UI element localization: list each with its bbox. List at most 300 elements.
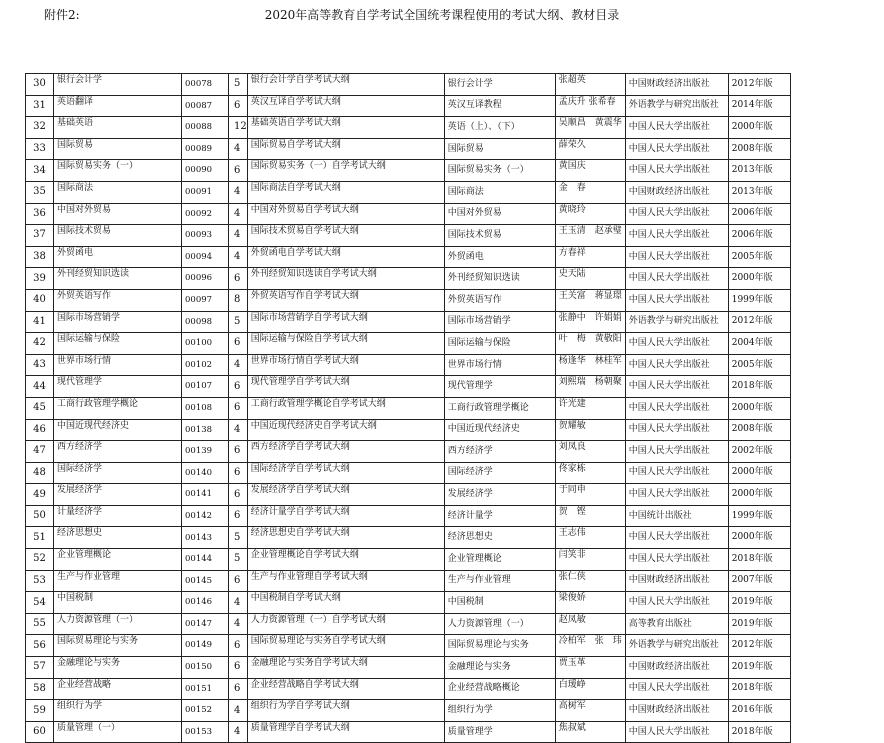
author-cell: 贺 铿 <box>555 505 625 527</box>
edition-cell: 2012年版 <box>728 74 790 96</box>
course-code-cell: 00097 <box>182 289 229 311</box>
textbook-title-cell: 发展经济学 <box>444 484 555 506</box>
publisher-cell: 中国财政经济出版社 <box>625 570 728 592</box>
author-cell: 张静中 许娟娟 <box>555 311 625 333</box>
row-number-cell: 46 <box>26 419 54 441</box>
author-cell: 方春祥 <box>555 246 625 268</box>
syllabus-name-cell: 国际贸易自学考试大纲 <box>247 138 444 160</box>
course-name-cell: 国际经济学 <box>54 462 182 484</box>
syllabus-name-cell: 西方经济学自学考试大纲 <box>247 441 444 463</box>
course-code-cell: 00102 <box>182 354 229 376</box>
table-row <box>26 505 791 527</box>
table-row <box>26 592 791 614</box>
course-name-cell: 国际贸易理论与实务 <box>54 635 182 657</box>
course-name-cell: 经济思想史 <box>54 527 182 549</box>
edition-cell: 2006年版 <box>728 203 790 225</box>
course-name-cell: 中国对外贸易 <box>54 203 182 225</box>
syllabus-name-cell: 质量管理学自学考试大纲 <box>247 721 444 743</box>
syllabus-name-cell: 人力资源管理（一）自学考试大纲 <box>247 613 444 635</box>
course-code-cell: 00149 <box>182 635 229 657</box>
publisher-cell: 高等教育出版社 <box>625 613 728 635</box>
publisher-cell: 中国人民大学出版社 <box>625 268 728 290</box>
edition-cell: 2008年版 <box>728 138 790 160</box>
row-number-cell: 51 <box>26 527 54 549</box>
syllabus-name-cell: 国际经济学自学考试大纲 <box>247 462 444 484</box>
publisher-cell: 中国人民大学出版社 <box>625 246 728 268</box>
edition-cell: 2007年版 <box>728 570 790 592</box>
course-name-cell: 银行会计学 <box>54 74 182 96</box>
course-code-cell: 00091 <box>182 181 229 203</box>
table-row <box>26 225 791 247</box>
course-code-cell: 00107 <box>182 376 229 398</box>
credits-cell: 5 <box>229 549 248 571</box>
course-name-cell: 国际贸易实务（一） <box>54 160 182 182</box>
table-row <box>26 657 791 679</box>
syllabus-name-cell: 英汉互译自学考试大纲 <box>247 95 444 117</box>
edition-cell: 2012年版 <box>728 311 790 333</box>
publisher-cell: 中国财政经济出版社 <box>625 74 728 96</box>
row-number-cell: 53 <box>26 570 54 592</box>
textbook-title-cell: 生产与作业管理 <box>444 570 555 592</box>
credits-cell: 4 <box>229 225 248 247</box>
course-name-cell: 生产与作业管理 <box>54 570 182 592</box>
course-name-cell: 英语翻译 <box>54 95 182 117</box>
publisher-cell: 中国人民大学出版社 <box>625 419 728 441</box>
course-code-cell: 00089 <box>182 138 229 160</box>
course-name-cell: 西方经济学 <box>54 441 182 463</box>
course-name-cell: 国际市场营销学 <box>54 311 182 333</box>
course-name-cell: 组织行为学 <box>54 700 182 722</box>
course-name-cell: 中国税制 <box>54 592 182 614</box>
publisher-cell: 中国人民大学出版社 <box>625 354 728 376</box>
author-cell: 金 春 <box>555 181 625 203</box>
edition-cell: 2019年版 <box>728 592 790 614</box>
course-code-cell: 00147 <box>182 613 229 635</box>
table-row <box>26 138 791 160</box>
course-name-cell: 企业管理概论 <box>54 549 182 571</box>
course-code-cell: 00100 <box>182 333 229 355</box>
table-row <box>26 181 791 203</box>
textbook-title-cell: 中国对外贸易 <box>444 203 555 225</box>
credits-cell: 4 <box>229 181 248 203</box>
syllabus-name-cell: 世界市场行情自学考试大纲 <box>247 354 444 376</box>
edition-cell: 1999年版 <box>728 505 790 527</box>
course-name-cell: 质量管理（一） <box>54 721 182 743</box>
syllabus-name-cell: 国际贸易实务（一）自学考试大纲 <box>247 160 444 182</box>
publisher-cell: 外语教学与研究出版社 <box>625 95 728 117</box>
credits-cell: 6 <box>229 657 248 679</box>
textbook-title-cell: 银行会计学 <box>444 74 555 96</box>
course-code-cell: 00078 <box>182 74 229 96</box>
row-number-cell: 43 <box>26 354 54 376</box>
textbook-title-cell: 现代管理学 <box>444 376 555 398</box>
course-code-cell: 00087 <box>182 95 229 117</box>
edition-cell: 2019年版 <box>728 613 790 635</box>
syllabus-name-cell: 企业经营战略自学考试大纲 <box>247 678 444 700</box>
credits-cell: 6 <box>229 376 248 398</box>
row-number-cell: 37 <box>26 225 54 247</box>
table-row <box>26 246 791 268</box>
syllabus-name-cell: 中国近现代经济史自学考试大纲 <box>247 419 444 441</box>
edition-cell: 2013年版 <box>728 181 790 203</box>
table-row <box>26 268 791 290</box>
table-row <box>26 117 791 139</box>
course-name-cell: 工商行政管理学概论 <box>54 397 182 419</box>
author-cell: 贾玉革 <box>555 657 625 679</box>
author-cell: 高树军 <box>555 700 625 722</box>
table-row <box>26 397 791 419</box>
exam-syllabus-table <box>25 73 791 743</box>
author-cell: 王玉清 赵承璧 <box>555 225 625 247</box>
table-row <box>26 462 791 484</box>
publisher-cell: 中国人民大学出版社 <box>625 138 728 160</box>
syllabus-name-cell: 金融理论与实务自学考试大纲 <box>247 657 444 679</box>
syllabus-name-cell: 外刊经贸知识选读自学考试大纲 <box>247 268 444 290</box>
credits-cell: 6 <box>229 160 248 182</box>
author-cell: 薛荣久 <box>555 138 625 160</box>
author-cell: 张超英 <box>555 74 625 96</box>
course-code-cell: 00139 <box>182 441 229 463</box>
syllabus-name-cell: 银行会计学自学考试大纲 <box>247 74 444 96</box>
course-code-cell: 00152 <box>182 700 229 722</box>
edition-cell: 2006年版 <box>728 225 790 247</box>
course-name-cell: 国际商法 <box>54 181 182 203</box>
edition-cell: 2002年版 <box>728 441 790 463</box>
table-row <box>26 678 791 700</box>
publisher-cell: 中国财政经济出版社 <box>625 181 728 203</box>
publisher-cell: 中国人民大学出版社 <box>625 484 728 506</box>
textbook-title-cell: 企业管理概论 <box>444 549 555 571</box>
textbook-title-cell: 国际贸易理论与实务 <box>444 635 555 657</box>
syllabus-name-cell: 中国对外贸易自学考试大纲 <box>247 203 444 225</box>
author-cell: 王关富 蒋显璟 <box>555 289 625 311</box>
table-row <box>26 549 791 571</box>
edition-cell: 2000年版 <box>728 484 790 506</box>
table-body <box>26 74 791 743</box>
syllabus-name-cell: 发展经济学自学考试大纲 <box>247 484 444 506</box>
textbook-title-cell: 金融理论与实务 <box>444 657 555 679</box>
table-row <box>26 613 791 635</box>
course-name-cell: 外贸函电 <box>54 246 182 268</box>
attachment-label: 附件2: <box>44 8 80 22</box>
table-row <box>26 527 791 549</box>
row-number-cell: 34 <box>26 160 54 182</box>
course-name-cell: 计量经济学 <box>54 505 182 527</box>
course-code-cell: 00151 <box>182 678 229 700</box>
author-cell: 黄晓玲 <box>555 203 625 225</box>
course-name-cell: 人力资源管理（一） <box>54 613 182 635</box>
credits-cell: 6 <box>229 397 248 419</box>
table-row <box>26 635 791 657</box>
syllabus-name-cell: 外贸函电自学考试大纲 <box>247 246 444 268</box>
course-code-cell: 00092 <box>182 203 229 225</box>
publisher-cell: 中国人民大学出版社 <box>625 592 728 614</box>
edition-cell: 1999年版 <box>728 289 790 311</box>
credits-cell: 5 <box>229 311 248 333</box>
course-code-cell: 00143 <box>182 527 229 549</box>
publisher-cell: 中国人民大学出版社 <box>625 527 728 549</box>
author-cell: 张仁侠 <box>555 570 625 592</box>
document-title: 2020年高等教育自学考试全国统考课程使用的考试大纲、教材目录 <box>264 8 620 22</box>
textbook-title-cell: 国际经济学 <box>444 462 555 484</box>
row-number-cell: 40 <box>26 289 54 311</box>
course-name-cell: 外刊经贸知识选读 <box>54 268 182 290</box>
publisher-cell: 中国人民大学出版社 <box>625 462 728 484</box>
course-code-cell: 00145 <box>182 570 229 592</box>
credits-cell: 6 <box>229 484 248 506</box>
textbook-title-cell: 国际市场营销学 <box>444 311 555 333</box>
textbook-title-cell: 外贸函电 <box>444 246 555 268</box>
row-number-cell: 52 <box>26 549 54 571</box>
credits-cell: 5 <box>229 527 248 549</box>
syllabus-name-cell: 国际技术贸易自学考试大纲 <box>247 225 444 247</box>
credits-cell: 12 <box>229 117 248 139</box>
row-number-cell: 39 <box>26 268 54 290</box>
row-number-cell: 38 <box>26 246 54 268</box>
textbook-title-cell: 世界市场行情 <box>444 354 555 376</box>
table-row <box>26 721 791 743</box>
course-code-cell: 00150 <box>182 657 229 679</box>
author-cell: 许光建 <box>555 397 625 419</box>
course-code-cell: 00094 <box>182 246 229 268</box>
course-code-cell: 00141 <box>182 484 229 506</box>
row-number-cell: 50 <box>26 505 54 527</box>
textbook-title-cell: 经济计量学 <box>444 505 555 527</box>
row-number-cell: 42 <box>26 333 54 355</box>
row-number-cell: 57 <box>26 657 54 679</box>
syllabus-name-cell: 国际贸易理论与实务自学考试大纲 <box>247 635 444 657</box>
publisher-cell: 中国人民大学出版社 <box>625 160 728 182</box>
syllabus-name-cell: 中国税制自学考试大纲 <box>247 592 444 614</box>
author-cell: 王志伟 <box>555 527 625 549</box>
edition-cell: 2008年版 <box>728 419 790 441</box>
table-row <box>26 376 791 398</box>
row-number-cell: 59 <box>26 700 54 722</box>
author-cell: 于同申 <box>555 484 625 506</box>
textbook-title-cell: 外刊经贸知识选读 <box>444 268 555 290</box>
table-row <box>26 160 791 182</box>
author-cell: 赵凤敏 <box>555 613 625 635</box>
credits-cell: 4 <box>229 419 248 441</box>
credits-cell: 4 <box>229 246 248 268</box>
row-number-cell: 49 <box>26 484 54 506</box>
course-code-cell: 00142 <box>182 505 229 527</box>
course-code-cell: 00146 <box>182 592 229 614</box>
table-row <box>26 74 791 96</box>
course-code-cell: 00140 <box>182 462 229 484</box>
credits-cell: 4 <box>229 613 248 635</box>
author-cell: 吴顺昌 黄震华 <box>555 117 625 139</box>
syllabus-name-cell: 国际运输与保险自学考试大纲 <box>247 333 444 355</box>
row-number-cell: 31 <box>26 95 54 117</box>
edition-cell: 2018年版 <box>728 678 790 700</box>
textbook-title-cell: 国际商法 <box>444 181 555 203</box>
row-number-cell: 58 <box>26 678 54 700</box>
course-name-cell: 国际贸易 <box>54 138 182 160</box>
publisher-cell: 中国财政经济出版社 <box>625 657 728 679</box>
syllabus-name-cell: 经济计量学自学考试大纲 <box>247 505 444 527</box>
edition-cell: 2018年版 <box>728 549 790 571</box>
course-code-cell: 00090 <box>182 160 229 182</box>
textbook-title-cell: 国际贸易 <box>444 138 555 160</box>
table-row <box>26 484 791 506</box>
row-number-cell: 41 <box>26 311 54 333</box>
table-row <box>26 354 791 376</box>
textbook-title-cell: 国际技术贸易 <box>444 225 555 247</box>
credits-cell: 6 <box>229 462 248 484</box>
course-name-cell: 金融理论与实务 <box>54 657 182 679</box>
author-cell: 梁俊娇 <box>555 592 625 614</box>
credits-cell: 6 <box>229 441 248 463</box>
author-cell: 刘熙瑞 杨朝聚 <box>555 376 625 398</box>
author-cell: 黄国庆 <box>555 160 625 182</box>
course-name-cell: 现代管理学 <box>54 376 182 398</box>
author-cell: 史天陆 <box>555 268 625 290</box>
row-number-cell: 32 <box>26 117 54 139</box>
author-cell: 刘凤良 <box>555 441 625 463</box>
edition-cell: 2000年版 <box>728 397 790 419</box>
course-name-cell: 中国近现代经济史 <box>54 419 182 441</box>
syllabus-name-cell: 经济思想史自学考试大纲 <box>247 527 444 549</box>
textbook-title-cell: 英语（上）、（下） <box>444 117 555 139</box>
credits-cell: 6 <box>229 570 248 592</box>
author-cell: 佟家栋 <box>555 462 625 484</box>
row-number-cell: 44 <box>26 376 54 398</box>
edition-cell: 2000年版 <box>728 117 790 139</box>
edition-cell: 2013年版 <box>728 160 790 182</box>
row-number-cell: 30 <box>26 74 54 96</box>
syllabus-name-cell: 企业管理概论自学考试大纲 <box>247 549 444 571</box>
course-name-cell: 外贸英语写作 <box>54 289 182 311</box>
table-row <box>26 311 791 333</box>
author-cell: 杨逢华 林桂军 <box>555 354 625 376</box>
syllabus-name-cell: 基础英语自学考试大纲 <box>247 117 444 139</box>
edition-cell: 2004年版 <box>728 333 790 355</box>
row-number-cell: 47 <box>26 441 54 463</box>
publisher-cell: 外语教学与研究出版社 <box>625 635 728 657</box>
row-number-cell: 36 <box>26 203 54 225</box>
credits-cell: 6 <box>229 268 248 290</box>
course-name-cell: 国际运输与保险 <box>54 333 182 355</box>
credits-cell: 4 <box>229 138 248 160</box>
textbook-title-cell: 西方经济学 <box>444 441 555 463</box>
publisher-cell: 中国人民大学出版社 <box>625 721 728 743</box>
table-row <box>26 700 791 722</box>
course-code-cell: 00138 <box>182 419 229 441</box>
course-code-cell: 00108 <box>182 397 229 419</box>
course-name-cell: 发展经济学 <box>54 484 182 506</box>
publisher-cell: 中国人民大学出版社 <box>625 376 728 398</box>
table-row <box>26 441 791 463</box>
table-row <box>26 95 791 117</box>
publisher-cell: 中国人民大学出版社 <box>625 225 728 247</box>
syllabus-name-cell: 生产与作业管理自学考试大纲 <box>247 570 444 592</box>
edition-cell: 2014年版 <box>728 95 790 117</box>
syllabus-name-cell: 工商行政管理学概论自学考试大纲 <box>247 397 444 419</box>
author-cell: 贺耀敏 <box>555 419 625 441</box>
syllabus-name-cell: 国际商法自学考试大纲 <box>247 181 444 203</box>
textbook-title-cell: 组织行为学 <box>444 700 555 722</box>
publisher-cell: 外语教学与研究出版社 <box>625 311 728 333</box>
credits-cell: 8 <box>229 289 248 311</box>
credits-cell: 4 <box>229 592 248 614</box>
syllabus-name-cell: 现代管理学自学考试大纲 <box>247 376 444 398</box>
course-name-cell: 基础英语 <box>54 117 182 139</box>
row-number-cell: 48 <box>26 462 54 484</box>
author-cell: 焦叔斌 <box>555 721 625 743</box>
publisher-cell: 中国财政经济出版社 <box>625 700 728 722</box>
credits-cell: 6 <box>229 333 248 355</box>
edition-cell: 2005年版 <box>728 246 790 268</box>
textbook-title-cell: 外贸英语写作 <box>444 289 555 311</box>
course-name-cell: 世界市场行情 <box>54 354 182 376</box>
row-number-cell: 56 <box>26 635 54 657</box>
textbook-title-cell: 国际运输与保险 <box>444 333 555 355</box>
row-number-cell: 33 <box>26 138 54 160</box>
row-number-cell: 35 <box>26 181 54 203</box>
publisher-cell: 中国人民大学出版社 <box>625 441 728 463</box>
credits-cell: 6 <box>229 95 248 117</box>
table-row <box>26 289 791 311</box>
row-number-cell: 45 <box>26 397 54 419</box>
credits-cell: 5 <box>229 74 248 96</box>
table-row <box>26 333 791 355</box>
publisher-cell: 中国人民大学出版社 <box>625 397 728 419</box>
table-row <box>26 570 791 592</box>
textbook-title-cell: 企业经营战略概论 <box>444 678 555 700</box>
edition-cell: 2000年版 <box>728 462 790 484</box>
textbook-title-cell: 人力资源管理（一） <box>444 613 555 635</box>
credits-cell: 4 <box>229 354 248 376</box>
publisher-cell: 中国人民大学出版社 <box>625 289 728 311</box>
author-cell: 孟庆升 张希春 <box>555 95 625 117</box>
publisher-cell: 中国人民大学出版社 <box>625 549 728 571</box>
textbook-title-cell: 国际贸易实务（一） <box>444 160 555 182</box>
textbook-title-cell: 中国近现代经济史 <box>444 419 555 441</box>
syllabus-name-cell: 国际市场营销学自学考试大纲 <box>247 311 444 333</box>
credits-cell: 4 <box>229 700 248 722</box>
publisher-cell: 中国人民大学出版社 <box>625 678 728 700</box>
edition-cell: 2000年版 <box>728 527 790 549</box>
edition-cell: 2016年版 <box>728 700 790 722</box>
course-code-cell: 00153 <box>182 721 229 743</box>
edition-cell: 2012年版 <box>728 635 790 657</box>
textbook-title-cell: 英汉互译教程 <box>444 95 555 117</box>
syllabus-name-cell: 外贸英语写作自学考试大纲 <box>247 289 444 311</box>
course-name-cell: 国际技术贸易 <box>54 225 182 247</box>
row-number-cell: 55 <box>26 613 54 635</box>
edition-cell: 2000年版 <box>728 268 790 290</box>
edition-cell: 2018年版 <box>728 721 790 743</box>
credits-cell: 4 <box>229 203 248 225</box>
row-number-cell: 60 <box>26 721 54 743</box>
course-code-cell: 00096 <box>182 268 229 290</box>
course-code-cell: 00088 <box>182 117 229 139</box>
publisher-cell: 中国人民大学出版社 <box>625 333 728 355</box>
textbook-title-cell: 经济思想史 <box>444 527 555 549</box>
course-code-cell: 00144 <box>182 549 229 571</box>
publisher-cell: 中国统计出版社 <box>625 505 728 527</box>
course-code-cell: 00093 <box>182 225 229 247</box>
table-row <box>26 419 791 441</box>
credits-cell: 4 <box>229 721 248 743</box>
author-cell: 闫笑非 <box>555 549 625 571</box>
edition-cell: 2005年版 <box>728 354 790 376</box>
publisher-cell: 中国人民大学出版社 <box>625 203 728 225</box>
table-row <box>26 203 791 225</box>
credits-cell: 6 <box>229 505 248 527</box>
author-cell: 冷柏军 张 玮 <box>555 635 625 657</box>
